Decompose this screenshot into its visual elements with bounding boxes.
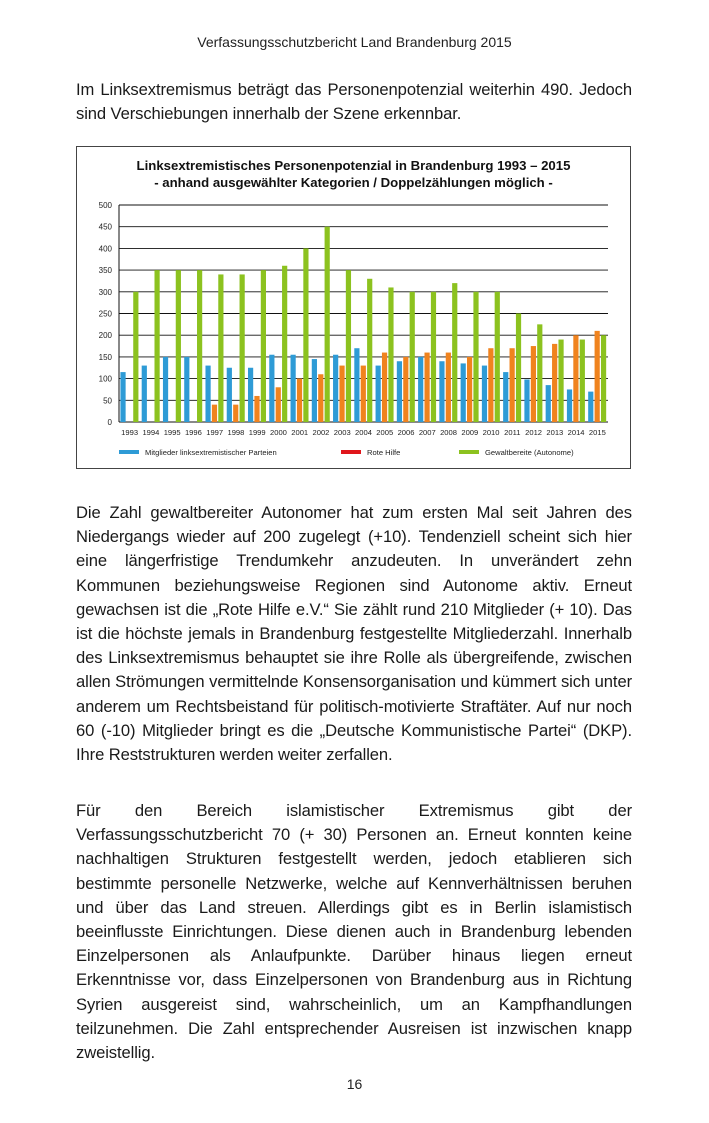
x-tick-label: 2005 [376,428,394,437]
bar [580,340,585,422]
bar [552,344,557,422]
y-tick-label: 500 [98,201,112,210]
bar [276,387,281,422]
bar [120,372,125,422]
legend-label: Mitglieder linksextremistischer Parteien [145,448,277,457]
bar [367,279,372,422]
bar [261,270,266,422]
bar [325,227,330,422]
bar [333,355,338,422]
bar [558,340,563,422]
bar [601,335,606,422]
x-tick-label: 1999 [248,428,266,437]
bar [154,270,159,422]
bar [431,292,436,422]
bar [531,346,536,422]
bar [205,366,210,422]
bar [346,270,351,422]
y-tick-label: 250 [98,309,112,319]
bar [588,392,593,422]
running-header: Verfassungsschutzbericht Land Brandenburg 2015 [197,34,512,50]
x-tick-label: 2014 [567,428,585,437]
bar [461,363,466,422]
bar [282,266,287,422]
chart-figure [76,146,631,469]
bar [567,389,572,422]
bar [212,405,217,422]
x-tick-label: 2001 [291,428,309,437]
bar-chart [77,147,630,468]
body-paragraph-autonome: Die Zahl gewaltbereiter Autonomer hat zum ersten Mal seit Jahren des Niedergangs wieder auf 200 zugelegt (+10). Tendenziell scheint sich hier eine längerfristige Trendumkehr anzudeuten. In unverändert zehn Kommunen beziehungsweise Regionen sind Autonome aktiv. Erneut gewachsen ist die „Rote Hilfe e.V.“ Sie zählt rund 210 Mitglieder (+ 10). Das ist die höchste jemals in Brandenburg festgestellte Mitgliederzahl. Innerhalb des Linksextremismus behauptet sie ihre Rolle als übergreifende, zwischen allen Strömungen vermittelnde Konsensorganisation und kümmert sich unter anderem um Rechtsbeistand für politisch-motivierte Straftäter. Auf nur noch 60 (-10) Mitglieder bringt es die „Deutsche Kommunistische Partei“ (DKP). Ihre Reststrukturen werden weiter zerfallen. [76,503,632,765]
bar [339,366,344,422]
bar [537,324,542,422]
bar [227,368,232,422]
y-tick-label: 50 [103,396,112,406]
x-tick-label: 2013 [546,428,564,437]
y-tick-label: 150 [98,352,112,362]
y-tick-label: 400 [98,244,112,254]
bar [376,366,381,422]
bar [482,366,487,422]
bar [233,405,238,422]
bar [218,274,223,422]
legend-label: Gewaltbereite (Autonome) [485,448,574,457]
bar [297,379,302,422]
x-tick-label: 1994 [142,428,160,437]
bar [291,355,296,422]
bar [418,357,423,422]
x-tick-label: 2002 [312,428,330,437]
bar [240,274,245,422]
x-tick-label: 2008 [440,428,457,437]
bar [184,357,189,422]
y-tick-label: 0 [107,418,112,427]
x-tick-label: 2012 [525,428,543,437]
chart-title: Linksextremistisches Personenpotenzial in Brandenburg 1993 – 2015 [136,158,571,173]
legend-swatch [119,450,139,454]
y-tick-label: 350 [98,266,112,276]
y-tick-label: 300 [98,287,112,297]
chart-subtitle: - anhand ausgewählter Kategorien / Doppelzählungen möglich - [154,175,553,190]
bar [403,357,408,422]
bar [546,385,551,422]
bar [254,396,259,422]
bar [312,359,317,422]
bar [452,283,457,422]
bar [439,361,444,422]
bar [318,374,323,422]
x-tick-label: 2009 [461,428,479,437]
bar [524,379,529,422]
bar [410,292,415,422]
y-tick-label: 100 [98,374,112,384]
body-paragraph-islamismus: Für den Bereich islamistischer Extremismus gibt der Verfassungsschutzbericht 70 (+ 30) Personen an. Erneut konnten keine nachhaltigen Strukturen festgestellt werden, jedoch etablieren sich bestimmte personelle Netzwerke, welche auf Kennverhältnissen beruhen und über das Land streuen. Allerdings gibt es in Berlin islamistisch beeinflusste Einrichtungen. Diese dienen auch in Brandenburg lebenden Einzelpersonen als Anlaufpunkte. Darüber hinaus liegen erneut Erkenntnisse vor, dass Einzelpersonen von Brandenburg aus in Richtung Syrien ausgereist sind, wahrscheinlich, um an Kampfhandlungen teilzunehmen. Die Zahl entsprechender Ausreisen ist inzwischen knapp zweistellig. [76,801,632,1063]
bar [503,372,508,422]
bar [446,353,451,422]
legend-label: Rote Hilfe [367,448,401,457]
bar [388,287,393,422]
bar [573,335,578,422]
bar [397,361,402,422]
bar [133,292,138,422]
x-tick-label: 2003 [333,428,351,437]
legend-swatch [459,450,479,454]
x-tick-label: 2000 [270,428,287,437]
legend-swatch [341,450,361,454]
bar [269,355,274,422]
bar [488,348,493,422]
bar [142,366,147,422]
bar [303,248,308,422]
bar [510,348,515,422]
intro-paragraph: Im Linksextremismus beträgt das Personenpotenzial weiterhin 490. Jedoch sind Verschiebungen innerhalb der Szene erkennbar. [76,80,632,124]
x-tick-label: 2011 [504,428,521,437]
x-tick-label: 1995 [163,428,181,437]
y-tick-label: 450 [98,222,112,232]
x-tick-label: 2004 [355,428,372,437]
bar [354,348,359,422]
x-tick-label: 1997 [206,428,224,437]
bar [176,270,181,422]
bar [473,292,478,422]
bar [467,357,472,422]
x-tick-label: 1998 [227,428,245,437]
x-tick-label: 2006 [397,428,415,437]
bar [516,314,521,423]
x-tick-label: 2010 [482,428,500,437]
x-tick-label: 1996 [184,428,202,437]
x-tick-label: 2015 [588,428,606,437]
bar [197,270,202,422]
bar [361,366,366,422]
bar [248,368,253,422]
bar [495,292,500,422]
bar [595,331,600,422]
x-tick-label: 1993 [121,428,139,437]
x-tick-label: 2007 [418,428,436,437]
bar [424,353,429,422]
bar [382,353,387,422]
y-tick-label: 200 [98,331,112,341]
page-number: 16 [346,1076,363,1092]
bar [163,357,168,422]
